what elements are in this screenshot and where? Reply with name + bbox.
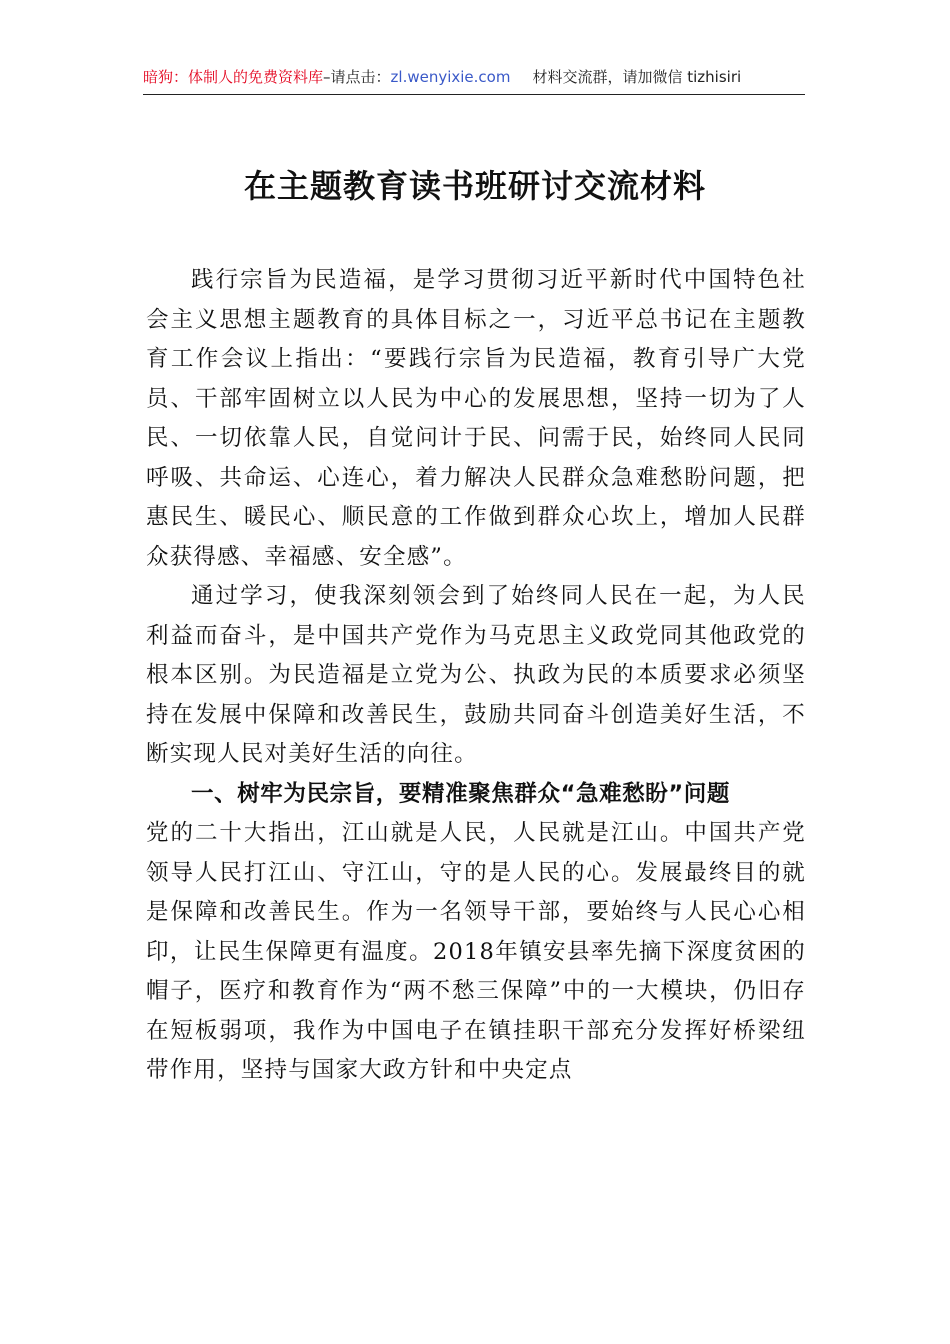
body-paragraph-1: 践行宗旨为民造福，是学习贯彻习近平新时代中国特色社会主义思想主题教育的具体目标之一，习近平总书记在主题教育工作会议上指出：“要践行宗旨为民造福，教育引导广大党员、干部牢固树立以人民为中心的发展思想，坚持一切为了人民、一切依靠人民，自觉问计于民、问需于民，始终同人民同呼吸、共命运、心连心，着力解决人民群众急难愁盼问题，把惠民生、暖民心、顺民意的工作做到群众心坎上，增加人民群众获得感、幸福感、安全感”。 [146,267,806,570]
section-paragraph-1: 党的二十大指出，江山就是人民，人民就是江山。中国共产党领导人民打江山、守江山，守的是人民的心。发展最终目的就是保障和改善民生。作为一名领导干部，要始终与人民心心相印，让民生保障更有温度。2018年镇安县率先摘下深度贫困的帽子，医疗和教育作为“两不愁三保障”中的一大模块，仍旧存在短板弱项，我作为中国电子在镇挂职干部充分发挥好桥梁纽带作用，坚持与国家大政方针和中央定点 [146,820,806,1083]
wechat-note: 材料交流群，请加微信 tizhisiri [532,68,742,86]
body-paragraph-2: 通过学习，使我深刻领会到了始终同人民在一起，为人民利益而奋斗，是中国共产党作为马克思主义政党同其他政党的根本区别。为民造福是立党为公、执政为民的本质要求必须坚持在发展中保障和改善民生，鼓励共同奋斗创造美好生活，不断实现人民对美好生活的向往。 [146,583,806,767]
header-banner [143,66,805,95]
site-name: 暗狗：体制人的免费资料库 [143,68,324,86]
document-body [146,261,806,1091]
click-prompt: –请点击： [323,68,391,86]
document-title: 在主题教育读书班研讨交流材料 [243,167,706,205]
site-url-link[interactable]: zl.wenyixie.com [390,68,511,86]
section-heading-1: 一、树牢为民宗旨，要精准聚焦群众“急难愁盼”问题 [191,780,730,807]
